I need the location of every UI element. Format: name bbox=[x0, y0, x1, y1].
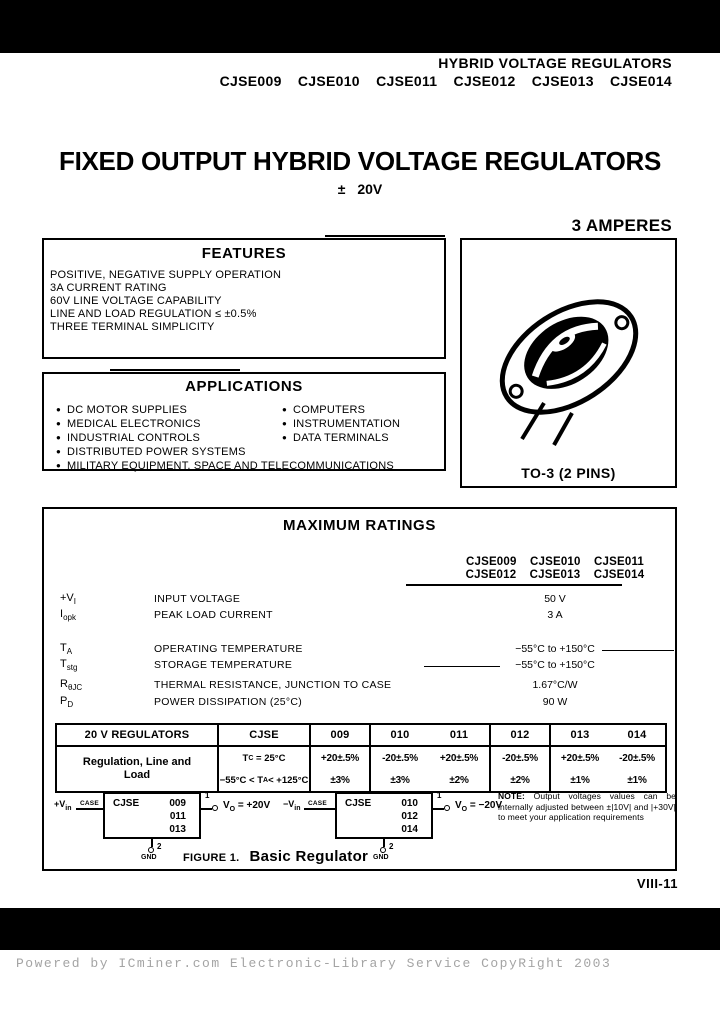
rating-symbol bbox=[60, 642, 72, 656]
tolerance-25c: +20±.5% bbox=[560, 752, 600, 764]
symbol-sub: D bbox=[67, 700, 74, 709]
current-rating-label: 3 AMPERES bbox=[571, 216, 672, 235]
symbol-sub: stg bbox=[66, 663, 78, 672]
cond-sub: C bbox=[248, 754, 254, 762]
application-label: MEDICAL ELECTRONICS bbox=[67, 418, 201, 430]
rating-symbol bbox=[60, 608, 76, 622]
regulation-table bbox=[55, 723, 667, 793]
output-voltage-negative bbox=[455, 800, 502, 813]
pin2-label: 2 bbox=[389, 842, 394, 851]
rating-parameter: OPERATING TEMPERATURE bbox=[154, 643, 303, 655]
wire bbox=[383, 839, 385, 847]
figure-note bbox=[498, 791, 676, 823]
package-section bbox=[460, 238, 677, 488]
row-label-line1: Regulation, Line and bbox=[82, 756, 192, 768]
header-part-numbers: CJSE009 CJSE010 CJSE011 CJSE012 CJSE013 CJSE014 bbox=[219, 73, 672, 89]
vo-sub: O bbox=[229, 806, 236, 813]
vo-sub: O bbox=[461, 806, 468, 813]
application-item bbox=[56, 459, 394, 473]
symbol-main: +V bbox=[60, 592, 74, 604]
block-model: 014 bbox=[401, 824, 418, 835]
vin-sub: in bbox=[294, 805, 301, 812]
tolerance-25c: -20±.5% bbox=[502, 752, 538, 764]
applications-title: APPLICATIONS bbox=[185, 378, 303, 395]
condition-tc bbox=[243, 747, 286, 769]
application-item bbox=[56, 445, 394, 459]
figure-caption-label: FIGURE 1. bbox=[183, 852, 240, 864]
value-cell-013 bbox=[549, 747, 609, 791]
col-header-model: 011 bbox=[449, 729, 469, 741]
application-label: DISTRIBUTED POWER SYSTEMS bbox=[67, 446, 246, 458]
feature-item: LINE AND LOAD REGULATION ≤ ±0.5% bbox=[50, 308, 257, 320]
row-label-regulation bbox=[57, 747, 217, 791]
rating-parameter: STORAGE TEMPERATURE bbox=[154, 659, 293, 671]
output-voltage-positive bbox=[223, 800, 270, 813]
wire bbox=[201, 808, 212, 810]
application-label: DC MOTOR SUPPLIES bbox=[67, 404, 187, 416]
bullet-icon: ● bbox=[56, 405, 62, 414]
application-item bbox=[282, 417, 400, 431]
vin-main: +V bbox=[54, 799, 66, 809]
vo-value: = −20V bbox=[469, 800, 503, 811]
tolerance-temp: ±3% bbox=[390, 774, 410, 786]
feature-item: POSITIVE, NEGATIVE SUPPLY OPERATION bbox=[50, 269, 282, 281]
tolerance-25c: -20±.5% bbox=[619, 752, 655, 764]
case-label: CASE bbox=[308, 800, 327, 807]
wire bbox=[151, 839, 153, 847]
block-model: 009 bbox=[169, 798, 186, 809]
tolerance-temp: ±1% bbox=[570, 774, 590, 786]
pin-terminal-icon bbox=[444, 805, 450, 811]
cond-rest: < +125°C bbox=[268, 774, 309, 786]
value-cell-014 bbox=[609, 747, 665, 791]
rating-value: 90 W bbox=[542, 696, 568, 708]
application-label: INDUSTRIAL CONTROLS bbox=[67, 432, 201, 444]
scan-artifact-line bbox=[602, 650, 674, 651]
value-cell-011 bbox=[429, 747, 489, 791]
rating-value: −55°C to +150°C bbox=[515, 659, 595, 671]
feature-item: 3A CURRENT RATING bbox=[50, 282, 167, 294]
scan-artifact-line bbox=[110, 369, 240, 371]
condition-cell bbox=[217, 747, 309, 791]
value-cell-010 bbox=[369, 747, 429, 791]
tolerance-temp: ±2% bbox=[510, 774, 530, 786]
cond-pre: −55°C < T bbox=[219, 774, 264, 786]
col-header-model: 013 bbox=[549, 725, 609, 745]
col-header-regulators: 20 V REGULATORS bbox=[84, 729, 190, 741]
application-item bbox=[282, 431, 400, 445]
application-label: MILITARY EQUIPMENT, SPACE AND TELECOMMUNICATIONS bbox=[67, 460, 394, 472]
maximum-ratings-title: MAXIMUM RATINGS bbox=[283, 517, 436, 534]
wire bbox=[304, 808, 335, 810]
bullet-icon: ● bbox=[56, 461, 62, 470]
symbol-sub: I bbox=[73, 597, 76, 606]
bullet-icon: ● bbox=[56, 419, 62, 428]
wire bbox=[433, 808, 444, 810]
ratings-models-line1: CJSE009 CJSE010 CJSE011 bbox=[465, 556, 645, 568]
wire bbox=[76, 808, 103, 810]
scan-artifact-line bbox=[424, 666, 500, 667]
tolerance-temp: ±1% bbox=[627, 774, 647, 786]
features-title: FEATURES bbox=[201, 245, 287, 262]
symbol-main: T bbox=[60, 642, 67, 654]
scan-artifact-top-bar bbox=[0, 0, 720, 53]
page-title: FIXED OUTPUT HYBRID VOLTAGE REGULATORS bbox=[58, 146, 662, 176]
pin-terminal-icon bbox=[380, 847, 386, 853]
regulation-table-body bbox=[57, 747, 665, 791]
case-label: CASE bbox=[80, 800, 99, 807]
vin-positive-label bbox=[54, 799, 72, 812]
bullet-icon: ● bbox=[56, 433, 62, 442]
to3-package-photo bbox=[474, 275, 664, 450]
ratings-header-underline bbox=[406, 584, 622, 586]
feature-item: THREE TERMINAL SIMPLICITY bbox=[50, 321, 215, 333]
symbol-main: I bbox=[60, 608, 64, 620]
maximum-ratings-section bbox=[42, 507, 677, 871]
vo-main: V bbox=[455, 800, 462, 811]
gnd-label: GND bbox=[373, 854, 389, 861]
regulator-block-positive bbox=[103, 792, 201, 839]
col-header-cjse: CJSE bbox=[217, 725, 309, 745]
package-caption: TO-3 (2 PINS) bbox=[521, 465, 616, 481]
features-section bbox=[42, 238, 446, 359]
rating-value: 3 A bbox=[547, 609, 563, 621]
figure-caption bbox=[183, 848, 368, 866]
value-cell-012 bbox=[489, 747, 549, 791]
rating-parameter: POWER DISSIPATION (25°C) bbox=[154, 696, 303, 708]
ratings-models-line2: CJSE012 CJSE013 CJSE014 bbox=[465, 569, 645, 581]
vo-main: V bbox=[223, 800, 230, 811]
rating-symbol bbox=[60, 695, 73, 709]
cond-sub: A bbox=[263, 776, 269, 784]
rating-parameter: PEAK LOAD CURRENT bbox=[154, 609, 273, 621]
tolerance-temp: ±3% bbox=[330, 774, 350, 786]
bullet-icon: ● bbox=[282, 419, 288, 428]
symbol-main: R bbox=[60, 678, 68, 690]
vin-main: −V bbox=[283, 799, 295, 809]
pin2-label: 2 bbox=[157, 842, 162, 851]
bullet-icon: ● bbox=[282, 405, 288, 414]
symbol-sub: A bbox=[66, 647, 73, 656]
block-brand: CJSE bbox=[113, 798, 140, 809]
applications-section bbox=[42, 372, 446, 471]
footer-watermark: Powered by ICminer.com Electronic-Library Service CopyRight 2003 bbox=[16, 956, 612, 971]
note-label: NOTE: bbox=[498, 791, 525, 801]
applications-right-column bbox=[282, 403, 400, 445]
note-text: Output voltages values can be internally adjusted between ±|10V| and |+30V| to meet your application requirements bbox=[498, 791, 676, 822]
rating-symbol bbox=[60, 592, 76, 606]
col-header-model: 009 bbox=[309, 725, 369, 745]
bullet-icon: ● bbox=[56, 447, 62, 456]
page-number: VIII-11 bbox=[636, 876, 678, 891]
block-model: 010 bbox=[401, 798, 418, 809]
col-header-model: 012 bbox=[489, 725, 549, 745]
condition-ta bbox=[220, 769, 309, 791]
col-header-model: 014 bbox=[627, 729, 647, 741]
tolerance-temp: ±2% bbox=[449, 774, 469, 786]
rating-value: 50 V bbox=[544, 593, 566, 605]
page-subtitle-voltage: ± 20V bbox=[337, 181, 383, 197]
block-model: 011 bbox=[169, 811, 186, 822]
figure-caption-text: Basic Regulator bbox=[249, 848, 369, 865]
symbol-sub: θJC bbox=[67, 683, 83, 692]
tolerance-25c: +20±.5% bbox=[320, 752, 360, 764]
scan-artifact-bottom-bar bbox=[0, 908, 720, 950]
tolerance-25c: -20±.5% bbox=[382, 752, 418, 764]
row-label-line2: Load bbox=[123, 769, 151, 781]
pin1-label: 1 bbox=[437, 791, 442, 800]
pin1-label: 1 bbox=[205, 791, 210, 800]
symbol-sub: opk bbox=[63, 613, 76, 622]
rating-value: 1.67°C/W bbox=[532, 679, 578, 691]
block-brand: CJSE bbox=[345, 798, 372, 809]
gnd-label: GND bbox=[141, 854, 157, 861]
application-label: INSTRUMENTATION bbox=[293, 418, 401, 430]
feature-item: 60V LINE VOLTAGE CAPABILITY bbox=[50, 295, 222, 307]
vo-value: = +20V bbox=[237, 800, 271, 811]
vin-sub: in bbox=[65, 805, 72, 812]
cond-sym: T bbox=[242, 752, 249, 764]
symbol-main: T bbox=[60, 658, 67, 670]
pin-terminal-icon bbox=[148, 847, 154, 853]
block-model: 013 bbox=[169, 824, 186, 835]
header-family-title: HYBRID VOLTAGE REGULATORS bbox=[438, 55, 672, 71]
cond-rest: = 25°C bbox=[256, 752, 286, 764]
tolerance-25c: +20±.5% bbox=[439, 752, 479, 764]
application-item bbox=[282, 403, 400, 417]
rating-symbol bbox=[60, 658, 77, 672]
scan-artifact-line bbox=[325, 235, 445, 237]
col-header-model: 010 bbox=[369, 725, 429, 745]
regulation-table-header bbox=[57, 725, 665, 747]
value-cell-009 bbox=[309, 747, 369, 791]
vin-negative-label bbox=[283, 799, 301, 812]
rating-parameter: THERMAL RESISTANCE, JUNCTION TO CASE bbox=[154, 679, 392, 691]
application-label: COMPUTERS bbox=[293, 404, 366, 416]
bullet-icon: ● bbox=[282, 433, 288, 442]
symbol-main: P bbox=[60, 695, 68, 707]
application-label: DATA TERMINALS bbox=[293, 432, 389, 444]
block-model: 012 bbox=[401, 811, 418, 822]
pin-terminal-icon bbox=[212, 805, 218, 811]
rating-symbol bbox=[60, 678, 82, 692]
features-list bbox=[50, 269, 281, 334]
rating-value: −55°C to +150°C bbox=[515, 643, 595, 655]
rating-parameter: INPUT VOLTAGE bbox=[154, 593, 241, 605]
regulator-block-negative bbox=[335, 792, 433, 839]
